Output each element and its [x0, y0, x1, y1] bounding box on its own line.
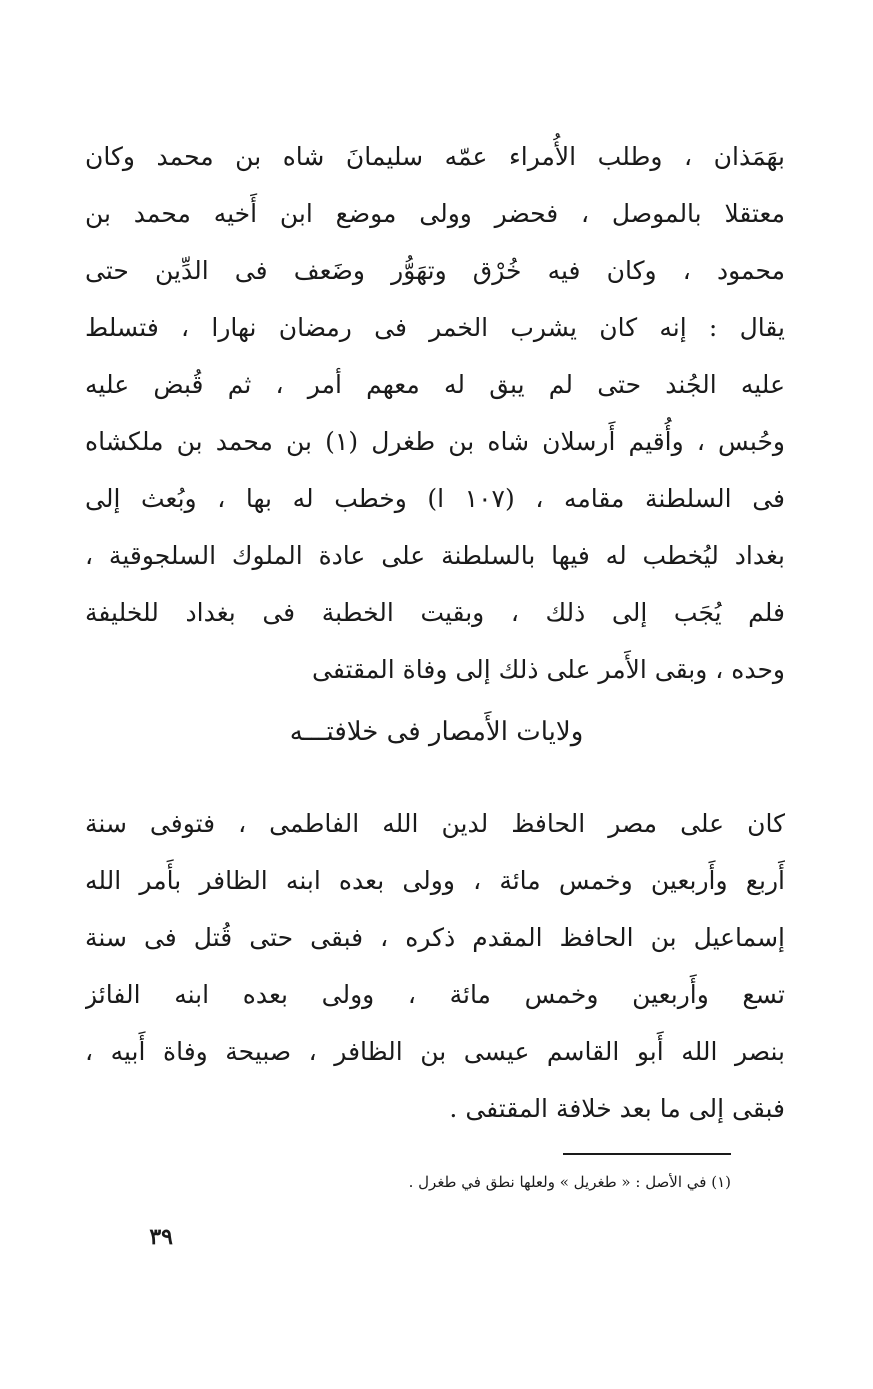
- paragraph-1-line: يقال : إنه كان يشرب الخمر فى رمضان نهارا ، فتسلط: [85, 313, 785, 342]
- paragraph-2-line: بنصر الله أَبو القاسم عيسى بن الظافر ، صبيحة وفاة أَبيه ،: [85, 1037, 785, 1066]
- paragraph-1-line: وحده ، وبقى الأَمر على ذلك إلى وفاة المقتفى: [312, 655, 785, 684]
- paragraph-1-line: فلم يُجَب إلى ذلك ، وبقيت الخطبة فى بغداد للخليفة: [85, 598, 785, 627]
- paragraph-1-line: معتقلا بالموصل ، فحضر وولى موضع ابن أَخيه محمد بن: [85, 199, 785, 228]
- paragraph-1-line: فى السلطنة مقامه ، (١٠٧ ا) وخطب له بها ، وبُعث إلى: [85, 484, 785, 513]
- paragraph-1-line: بهَمَذان ، وطلب الأُمراء عمّه سليمانَ شاه بن محمد وكان: [85, 142, 785, 171]
- paragraph-1: [85, 128, 785, 698]
- paragraph-2-line: أَربع وأَربعين وخمس مائة ، وولى بعده ابنه الظافر بأَمر الله: [85, 866, 785, 895]
- paragraph-1-line: بغداد ليُخطب له فيها بالسلطنة على عادة الملوك السلجوقية ،: [85, 541, 785, 570]
- paragraph-1-line: محمود ، وكان فيه خُرْق وتهَوُّر وضَعف فى الدِّين حتى: [85, 256, 785, 285]
- paragraph-2-line: كان على مصر الحافظ لدين الله الفاطمى ، فتوفى سنة: [85, 809, 785, 838]
- paragraph-2-line: فبقى إلى ما بعد خلافة المقتفى .: [449, 1094, 785, 1123]
- paragraph-1-line: عليه الجُند حتى لم يبق له معهم أمر ، ثم قُبض عليه: [85, 370, 785, 399]
- paragraph-2-line: إسماعيل بن الحافظ المقدم ذكره ، فبقى حتى قُتل فى سنة: [85, 923, 785, 952]
- page-number: ٣٩: [149, 1224, 173, 1250]
- footnote-divider: [563, 1153, 731, 1155]
- section-heading: ولايات الأَمصار فى خلافتـــه: [289, 717, 584, 747]
- footnote: (١) في الأصل : « طغريل » ولعلها نطق في طغرل .: [408, 1173, 731, 1191]
- paragraph-2: [85, 795, 785, 1137]
- paragraph-2-line: تسع وأَربعين وخمس مائة ، وولى بعده ابنه الفائز: [85, 980, 785, 1009]
- paragraph-1-line: وحُبس ، وأُقيم أَرسلان شاه بن طغرل (١) بن محمد بن ملكشاه: [85, 427, 785, 456]
